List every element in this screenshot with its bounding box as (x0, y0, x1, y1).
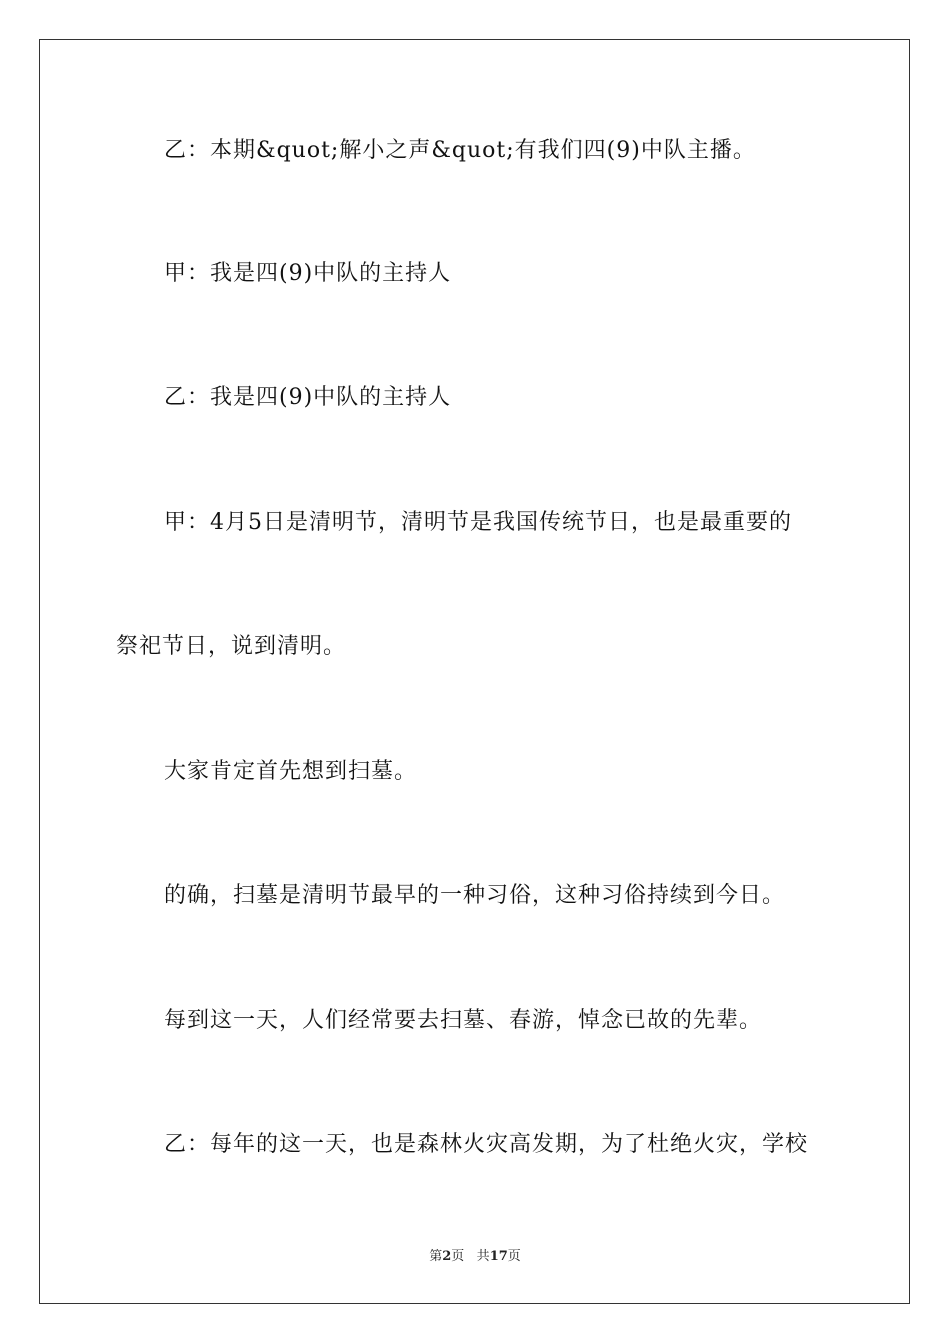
page-footer (0, 1245, 950, 1264)
paragraph-6: 的确，扫墓是清明节最早的一种习俗，这种习俗持续到今日。 (164, 883, 786, 908)
total-suffix: 页 (507, 1249, 521, 1264)
paragraph-1: 乙：本期&quot;解小之声&quot;有我们四(9)中队主播。 (164, 138, 756, 163)
page-prefix: 第 (429, 1249, 443, 1264)
total-prefix: 共 (476, 1249, 490, 1264)
paragraph-8: 乙：每年的这一天，也是森林火灾高发期，为了杜绝火灾，学校 (164, 1132, 809, 1157)
paragraph-4-continuation: 祭祀节日，说到清明。 (116, 634, 347, 659)
paragraph-4: 甲：4月5日是清明节，清明节是我国传统节日，也是最重要的 (164, 510, 792, 535)
paragraph-2: 甲：我是四(9)中队的主持人 (164, 261, 452, 286)
page-suffix: 页 (451, 1249, 465, 1264)
page-frame (39, 39, 910, 1304)
page-number: 2 (442, 1249, 452, 1264)
paragraph-3: 乙：我是四(9)中队的主持人 (164, 385, 452, 410)
paragraph-7: 每到这一天，人们经常要去扫墓、春游，悼念已故的先辈。 (164, 1008, 763, 1033)
total-pages: 17 (489, 1249, 508, 1264)
paragraph-5: 大家肯定首先想到扫墓。 (164, 759, 418, 784)
